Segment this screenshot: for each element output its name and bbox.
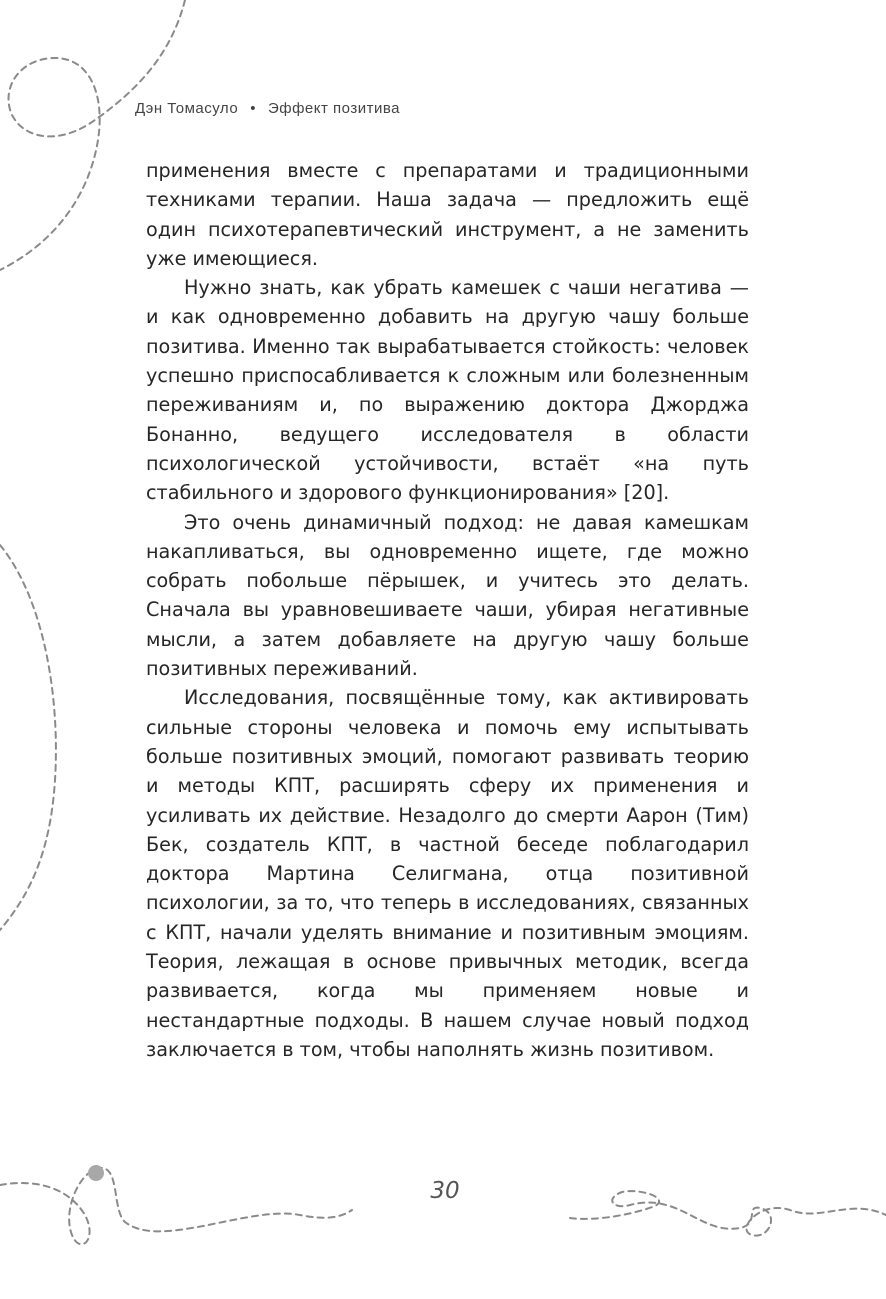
paragraph-4: Исследования, посвящённые тому, как активировать сильные стороны человека и помочь ему испытывать больше позитивных эмоций, помогают развивать теорию и методы КПТ, расширять сферу их применения и усиливать их действие. Незадолго до смерти Аарон (Тим) Бек, создатель КПТ, в частной беседе поблагодарил доктора Мартина Селигмана, отца позитивной психологии, за то, что теперь в исследованиях, связанных с КПТ, начали уделять внимание и позитивным эмоциям. Теория, лежащая в основе привычных методик, всегда развивается, когда мы применяем новые и нестандартные подходы. В нашем случае новый подход заключается в том, чтобы наполнять жизнь позитивом. (146, 686, 749, 1061)
header-book-title: Эффект позитива (267, 100, 400, 117)
paragraph-1: применения вместе с препаратами и традиционными техниками терапии. Наша задача — предложить ещё один психотерапевтический инструмент, а не заменить уже имеющиеся. (146, 159, 749, 270)
header-author: Дэн Томасуло (135, 100, 239, 117)
page-number: 30 (430, 1178, 460, 1204)
bottom-left-dot (88, 1165, 104, 1181)
paragraph-2: Нужно знать, как убрать камешек с чаши негатива — и как одновременно добавить на другую чашу больше позитива. Именно так вырабатывается стойкость: человек успешно приспосабливается к сложным или болезненным переживаниям и, по выражению доктора Джорджа Бонанно, ведущего исследователя в области психологической устойчивости, встаёт «на путь стабильного и здорового функционирования» [20]. (146, 276, 749, 505)
header-separator: • (250, 100, 256, 117)
running-header (135, 100, 400, 117)
bottom-left-swirl (0, 1168, 352, 1244)
paragraph-3: Это очень динамичный подход: не давая камешкам накапливаться, вы одновременно ищете, где можно собрать побольше пёрышек, и учитесь это делать. Сначала вы уравновешиваете чаши, убирая негативные мысли, а затем добавляете на другую чашу больше позитивных переживаний. (146, 510, 749, 681)
page-body (146, 156, 749, 1064)
left-arc (0, 545, 56, 930)
bottom-right-swirl (570, 1191, 886, 1236)
